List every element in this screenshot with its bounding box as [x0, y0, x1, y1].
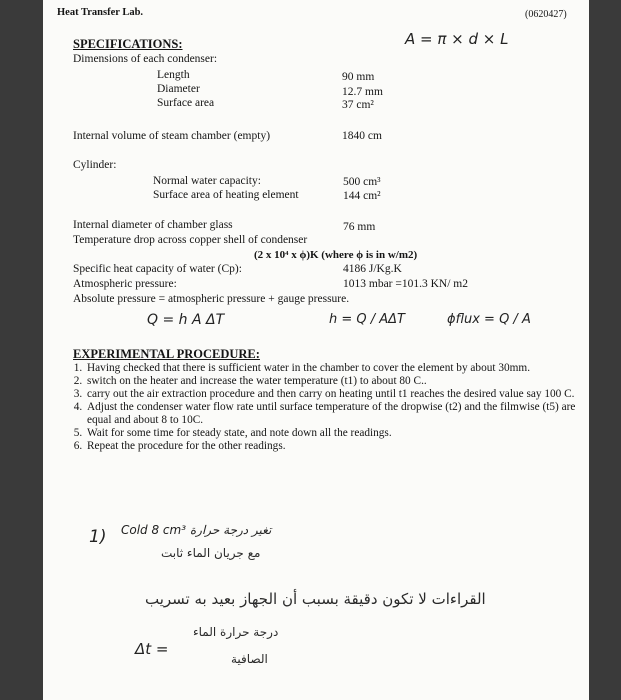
- temp-drop-formula: (2 x 10⁴ x ϕ)K (where ϕ is in w/m2): [254, 249, 418, 261]
- handwritten-note-2: مع جريان الماء ثابت: [161, 546, 261, 560]
- cylinder-label: Cylinder:: [73, 159, 117, 171]
- specific-heat-label: Specific heat capacity of water (Cp):: [73, 263, 242, 275]
- specifications-heading: SPECIFICATIONS:: [73, 37, 183, 51]
- lab-title: Heat Transfer Lab.: [57, 7, 144, 18]
- handwritten-delta-t: Δt =: [135, 640, 169, 658]
- procedure-heading: EXPERIMENTAL PROCEDURE:: [73, 347, 260, 361]
- procedure-step: 6. Repeat the procedure for the other readings.: [85, 440, 589, 453]
- dimensions-label: Dimensions of each condenser:: [73, 53, 218, 65]
- handwritten-area-formula: A = π × d × L: [405, 30, 509, 48]
- course-code: (0620427): [525, 9, 567, 20]
- surface-area-value: 37 cm²: [342, 99, 374, 111]
- handwritten-arabic-line: القراءات لا تكون دقيقة بسبب أن الجهاز بعيد به تسريب: [145, 590, 486, 608]
- chamber-glass-value: 76 mm: [343, 221, 376, 233]
- procedure-step: 1. Having checked that there is sufficient water in the chamber to cover the element by about 30mm.: [85, 362, 589, 375]
- atmospheric-value: 1013 mbar =101.3 KN/ m2: [343, 278, 468, 290]
- procedure-step: 3. carry out the air extraction procedure and then carry on heating until t1 reaches the desired value say 100 C.: [85, 388, 589, 401]
- atmospheric-label: Atmospheric pressure:: [73, 278, 177, 290]
- internal-volume-label: Internal volume of steam chamber (empty): [73, 130, 271, 142]
- handwritten-note-4: الصافية: [231, 652, 268, 666]
- length-value: 90 mm: [342, 71, 375, 83]
- procedure-list: [71, 362, 589, 453]
- chamber-glass-label: Internal diameter of chamber glass: [73, 219, 233, 231]
- document-page: [43, 0, 589, 700]
- absolute-pressure-line: Absolute pressure = atmospheric pressure + gauge pressure.: [73, 293, 350, 305]
- heating-element-area-value: 144 cm²: [343, 190, 381, 202]
- procedure-step: 4. Adjust the condenser water flow rate until surface temperature of the dropwise (t2) and the filmwise (t5) are equal and about 8 to 10C.: [85, 401, 589, 427]
- specific-heat-value: 4186 J/Kg.K: [343, 263, 402, 275]
- handwritten-q-equation: Q = h A ΔT: [147, 312, 225, 328]
- diameter-label: Diameter: [157, 83, 200, 95]
- handwritten-h-equation: h = Q / AΔT: [329, 312, 406, 327]
- procedure-step: 2. switch on the heater and increase the water temperature (t1) to about 80 C..: [85, 375, 589, 388]
- temp-drop-label: Temperature drop across copper shell of condenser: [73, 234, 308, 246]
- length-label: Length: [157, 69, 190, 81]
- internal-volume-value: 1840 cm: [342, 130, 382, 142]
- handwritten-note-number: 1): [89, 527, 107, 547]
- heating-element-area-label: Surface area of heating element: [153, 189, 299, 201]
- handwritten-flux-equation: ϕflux = Q / A: [447, 312, 531, 327]
- diameter-value: 12.7 mm: [342, 86, 383, 98]
- handwritten-note-1: Cold 8 cm³ تغير درجة حرارة: [121, 523, 272, 537]
- water-capacity-label: Normal water capacity:: [153, 175, 261, 187]
- procedure-step: 5. Wait for some time for steady state, and note down all the readings.: [85, 427, 589, 440]
- handwritten-note-3: درجة حرارة الماء: [193, 625, 279, 639]
- water-capacity-value: 500 cm³: [343, 176, 381, 188]
- surface-area-label: Surface area: [157, 97, 215, 109]
